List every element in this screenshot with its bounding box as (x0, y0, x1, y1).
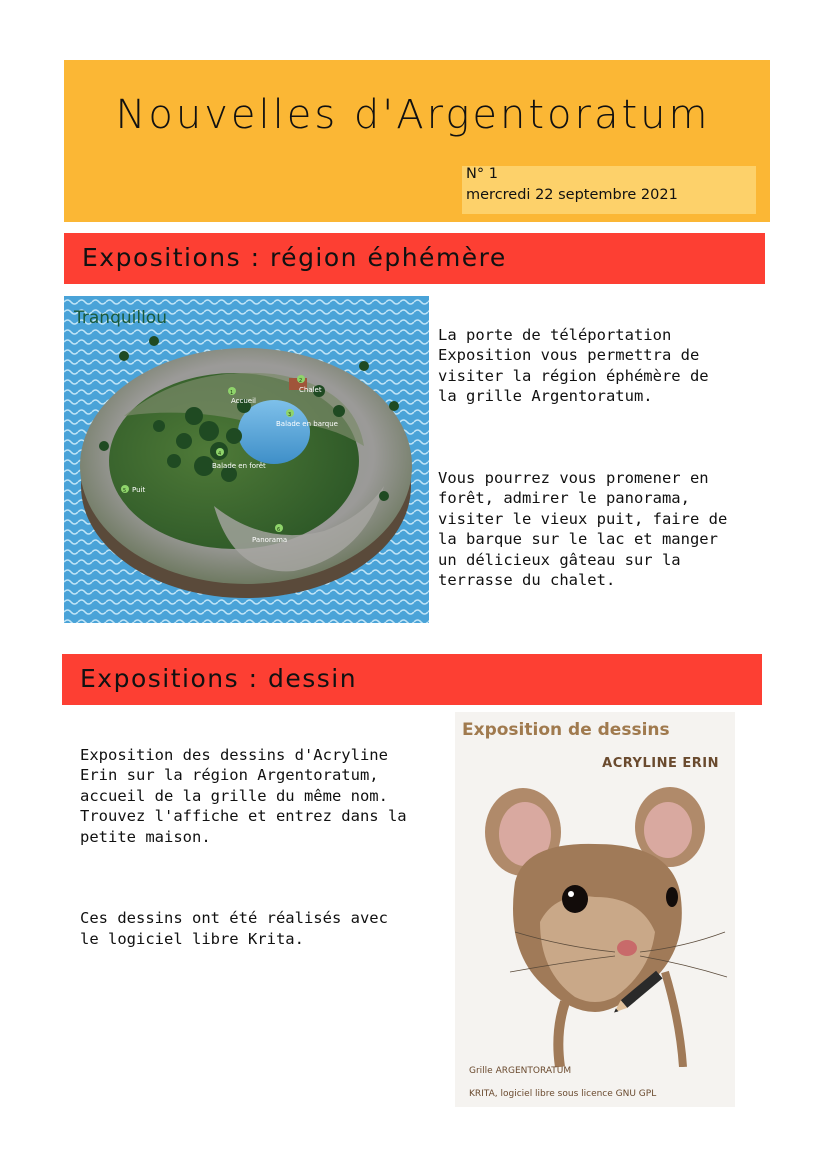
map-marker-number: 2 (299, 378, 303, 384)
section-heading: Expositions : dessin (80, 664, 358, 693)
map-label: Balade en forêt (212, 462, 266, 470)
map-label: Chalet (299, 386, 322, 394)
poster-footer-license: KRITA, logiciel libre sous licence GNU GPL (469, 1089, 657, 1099)
paragraph: La porte de téléportation Exposition vous permettra de visiter la région éphémère de la grille Argentoratum. (438, 325, 709, 405)
issue-date: mercredi 22 septembre 2021 (466, 187, 678, 203)
issue-number: N° 1 (466, 166, 498, 182)
region-description (438, 304, 808, 713)
issue-info-box (462, 166, 756, 214)
map-marker-number: 1 (230, 390, 234, 396)
map-label: Accueil (231, 397, 256, 405)
map-marker-number: 5 (123, 488, 127, 494)
newsletter-title: Nouvelles d'Argentoratum (115, 92, 711, 138)
map-marker-number: 6 (277, 527, 281, 533)
section-heading-bar (64, 233, 765, 284)
section-heading-bar (62, 654, 762, 705)
map-marker-number: 3 (288, 412, 292, 418)
island-map-illustration (64, 296, 429, 623)
paragraph: Vous pourrez vous promener en forêt, admirer le panorama, visiter le vieux puit, faire de la barque sur le lac et manger un délicieux gâteau sur la terrasse du chalet. (438, 468, 728, 589)
exhibition-poster (455, 712, 735, 1107)
map-title: Tranquillou (74, 308, 167, 328)
poster-artist: ACRYLINE ERIN (602, 756, 719, 771)
paragraph: Exposition des dessins d'Acryline Erin sur la région Argentoratum, accueil de la grille du même nom. Trouvez l'affiche et entrez dans la petite maison. (80, 745, 407, 846)
section-heading: Expositions : région éphémère (82, 243, 507, 272)
region-map-image (64, 296, 429, 623)
map-label: Balade en barque (276, 420, 338, 428)
map-marker-number: 4 (218, 451, 222, 457)
map-label: Panorama (252, 536, 288, 544)
drawing-exhibition-description (80, 724, 450, 970)
paragraph: Ces dessins ont été réalisés avec le logiciel libre Krita. (80, 909, 388, 948)
poster-footer-grid: Grille ARGENTORATUM (469, 1066, 572, 1076)
map-label: Puit (132, 486, 146, 494)
poster-title: Exposition de dessins (462, 720, 670, 740)
mouse-drawing-illustration (455, 772, 735, 1067)
